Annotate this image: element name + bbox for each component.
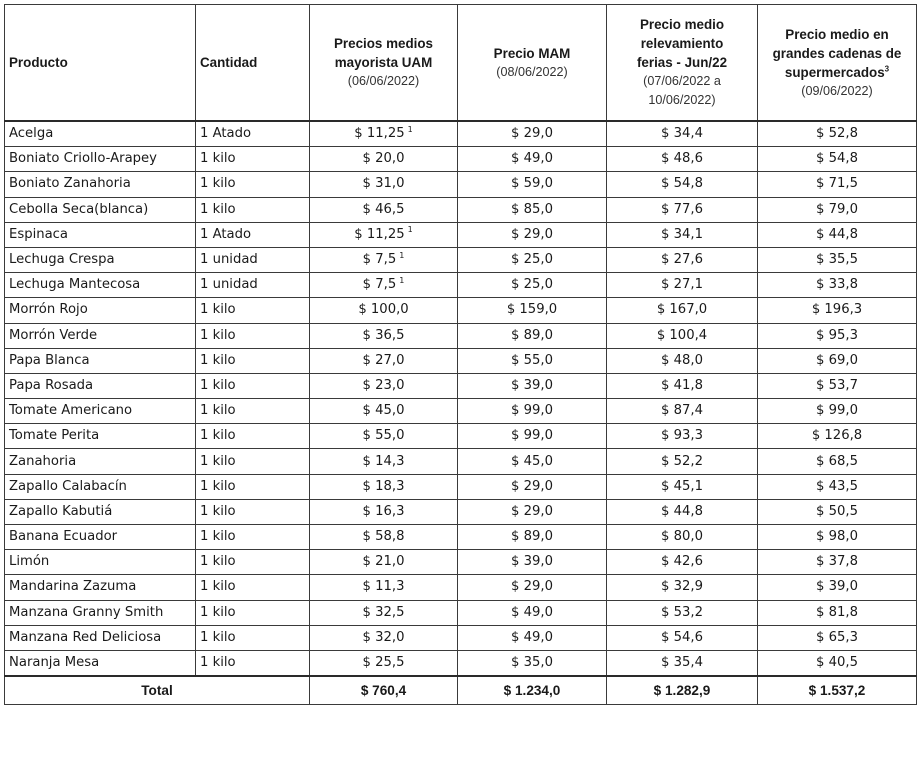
- cell-cantidad: 1 kilo: [196, 449, 310, 474]
- header-ferias: [607, 5, 758, 122]
- cell-ferias: $ 41,8: [607, 373, 758, 398]
- cell-producto: Espinaca: [5, 222, 196, 247]
- price-table: [4, 4, 917, 705]
- cell-uam: [310, 449, 458, 474]
- cell-super: $ 68,5: [758, 449, 917, 474]
- cell-uam-value: $ 27,0: [362, 352, 405, 368]
- cell-cantidad: 1 kilo: [196, 525, 310, 550]
- cell-super: $ 98,0: [758, 525, 917, 550]
- cell-uam: [310, 499, 458, 524]
- table-header: [5, 5, 917, 122]
- cell-ferias: $ 32,9: [607, 575, 758, 600]
- cell-producto: Mandarina Zazuma: [5, 575, 196, 600]
- header-super: [758, 5, 917, 122]
- cell-cantidad: 1 unidad: [196, 273, 310, 298]
- cell-mam: $ 49,0: [458, 147, 607, 172]
- table-row: [5, 323, 917, 348]
- cell-uam: [310, 650, 458, 676]
- cell-producto: Limón: [5, 550, 196, 575]
- cell-uam-value: $ 55,0: [362, 428, 405, 444]
- cell-uam-value: $ 46,5: [362, 201, 405, 217]
- table-row: [5, 373, 917, 398]
- cell-uam: [310, 172, 458, 197]
- table-row: [5, 247, 917, 272]
- cell-uam-value: $ 7,5: [362, 277, 397, 293]
- cell-super: $ 71,5: [758, 172, 917, 197]
- cell-producto: Papa Blanca: [5, 348, 196, 373]
- cell-producto: Manzana Granny Smith: [5, 600, 196, 625]
- cell-uam-value: $ 11,3: [362, 579, 405, 595]
- header-ferias-date: (07/06/2022 a 10/06/2022): [643, 74, 721, 107]
- table-row: [5, 147, 917, 172]
- cell-producto: Zanahoria: [5, 449, 196, 474]
- cell-ferias: $ 100,4: [607, 323, 758, 348]
- cell-mam: $ 159,0: [458, 298, 607, 323]
- cell-uam: [310, 197, 458, 222]
- cell-uam: [310, 247, 458, 272]
- table-row: [5, 298, 917, 323]
- cell-mam: $ 59,0: [458, 172, 607, 197]
- cell-producto: Boniato Zanahoria: [5, 172, 196, 197]
- cell-uam: [310, 474, 458, 499]
- cell-uam-footnote: 1: [407, 225, 413, 235]
- cell-producto: Morrón Verde: [5, 323, 196, 348]
- cell-super: $ 95,3: [758, 323, 917, 348]
- cell-cantidad: 1 kilo: [196, 172, 310, 197]
- cell-uam: [310, 222, 458, 247]
- cell-uam-value: $ 32,5: [362, 604, 405, 620]
- cell-producto: Zapallo Kabutiá: [5, 499, 196, 524]
- cell-ferias: $ 54,8: [607, 172, 758, 197]
- cell-uam-value: $ 36,5: [362, 327, 405, 343]
- cell-super: $ 54,8: [758, 147, 917, 172]
- cell-uam: [310, 399, 458, 424]
- cell-uam-value: $ 16,3: [362, 503, 405, 519]
- cell-cantidad: 1 kilo: [196, 600, 310, 625]
- cell-uam: [310, 424, 458, 449]
- header-mam-date: (08/06/2022): [496, 64, 568, 79]
- cell-ferias: $ 93,3: [607, 424, 758, 449]
- cell-cantidad: 1 kilo: [196, 197, 310, 222]
- cell-mam: $ 35,0: [458, 650, 607, 676]
- cell-mam: $ 99,0: [458, 399, 607, 424]
- cell-ferias: $ 34,1: [607, 222, 758, 247]
- cell-ferias: $ 80,0: [607, 525, 758, 550]
- cell-mam: $ 49,0: [458, 600, 607, 625]
- table-row: [5, 600, 917, 625]
- cell-uam-value: $ 11,25: [354, 126, 405, 142]
- cell-ferias: $ 48,6: [607, 147, 758, 172]
- cell-mam: $ 25,0: [458, 273, 607, 298]
- header-mam-title: Precio MAM: [493, 45, 571, 61]
- cell-uam-value: $ 23,0: [362, 377, 405, 393]
- cell-ferias: $ 87,4: [607, 399, 758, 424]
- cell-uam-footnote: 1: [399, 250, 405, 260]
- cell-uam-value: $ 20,0: [362, 151, 405, 167]
- cell-uam-value: $ 58,8: [362, 529, 405, 545]
- cell-uam: [310, 600, 458, 625]
- cell-ferias: $ 27,6: [607, 247, 758, 272]
- cell-super: $ 40,5: [758, 650, 917, 676]
- cell-cantidad: 1 kilo: [196, 424, 310, 449]
- cell-super: $ 35,5: [758, 247, 917, 272]
- cell-cantidad: 1 kilo: [196, 373, 310, 398]
- cell-super: $ 65,3: [758, 625, 917, 650]
- cell-uam-value: $ 18,3: [362, 478, 405, 494]
- cell-producto: Tomate Americano: [5, 399, 196, 424]
- total-ferias: $ 1.282,9: [607, 676, 758, 705]
- cell-super: $ 53,7: [758, 373, 917, 398]
- cell-super: $ 37,8: [758, 550, 917, 575]
- cell-mam: $ 99,0: [458, 424, 607, 449]
- cell-cantidad: 1 Atado: [196, 121, 310, 147]
- cell-ferias: $ 45,1: [607, 474, 758, 499]
- cell-uam: [310, 373, 458, 398]
- cell-super: $ 50,5: [758, 499, 917, 524]
- cell-producto: Lechuga Crespa: [5, 247, 196, 272]
- cell-mam: $ 89,0: [458, 525, 607, 550]
- cell-super: $ 81,8: [758, 600, 917, 625]
- header-super-date: (09/06/2022): [801, 83, 873, 98]
- cell-cantidad: 1 kilo: [196, 499, 310, 524]
- cell-super: $ 99,0: [758, 399, 917, 424]
- header-cantidad: Cantidad: [196, 5, 310, 122]
- table-row: [5, 499, 917, 524]
- cell-mam: $ 39,0: [458, 373, 607, 398]
- cell-producto: Papa Rosada: [5, 373, 196, 398]
- header-uam: [310, 5, 458, 122]
- cell-uam: [310, 625, 458, 650]
- cell-ferias: $ 48,0: [607, 348, 758, 373]
- cell-uam: [310, 575, 458, 600]
- cell-uam: [310, 525, 458, 550]
- table-row: [5, 550, 917, 575]
- header-mam: [458, 5, 607, 122]
- header-super-title-wrap: [758, 25, 916, 82]
- cell-mam: $ 55,0: [458, 348, 607, 373]
- cell-super: $ 44,8: [758, 222, 917, 247]
- table-row: [5, 222, 917, 247]
- cell-uam-value: $ 32,0: [362, 629, 405, 645]
- header-row: [5, 5, 917, 122]
- cell-uam-footnote: 1: [407, 124, 413, 134]
- total-mam: $ 1.234,0: [458, 676, 607, 705]
- cell-cantidad: 1 kilo: [196, 323, 310, 348]
- cell-producto: Boniato Criollo-Arapey: [5, 147, 196, 172]
- cell-producto: Naranja Mesa: [5, 650, 196, 676]
- cell-ferias: $ 35,4: [607, 650, 758, 676]
- cell-producto: Banana Ecuador: [5, 525, 196, 550]
- table-row: [5, 172, 917, 197]
- cell-mam: $ 25,0: [458, 247, 607, 272]
- cell-cantidad: 1 kilo: [196, 650, 310, 676]
- table-row: [5, 348, 917, 373]
- table-row: [5, 449, 917, 474]
- header-super-title: Precio medio en grandes cadenas de supermercados: [772, 26, 902, 80]
- cell-super: $ 39,0: [758, 575, 917, 600]
- cell-ferias: $ 77,6: [607, 197, 758, 222]
- table-row: [5, 525, 917, 550]
- cell-cantidad: 1 kilo: [196, 298, 310, 323]
- cell-producto: Manzana Red Deliciosa: [5, 625, 196, 650]
- cell-ferias: $ 53,2: [607, 600, 758, 625]
- cell-producto: Tomate Perita: [5, 424, 196, 449]
- table-row: [5, 474, 917, 499]
- table-row: [5, 625, 917, 650]
- cell-uam-value: $ 25,5: [362, 655, 405, 671]
- table-row: [5, 197, 917, 222]
- cell-ferias: $ 54,6: [607, 625, 758, 650]
- header-ferias-title: Precio medio relevamiento ferias - Jun/22: [636, 17, 728, 70]
- table-row: [5, 121, 917, 147]
- cell-super: $ 69,0: [758, 348, 917, 373]
- cell-uam-value: $ 45,0: [362, 403, 405, 419]
- header-uam-date: (06/06/2022): [347, 74, 420, 88]
- cell-super: $ 33,8: [758, 273, 917, 298]
- cell-super: $ 79,0: [758, 197, 917, 222]
- header-producto: Producto: [5, 5, 196, 122]
- table-row: [5, 424, 917, 449]
- cell-ferias: $ 42,6: [607, 550, 758, 575]
- cell-uam: [310, 273, 458, 298]
- cell-uam-value: $ 100,0: [358, 302, 409, 318]
- cell-producto: Cebolla Seca(blanca): [5, 197, 196, 222]
- cell-cantidad: 1 kilo: [196, 399, 310, 424]
- total-uam: $ 760,4: [310, 676, 458, 705]
- cell-mam: $ 29,0: [458, 575, 607, 600]
- cell-super: $ 52,8: [758, 121, 917, 147]
- cell-mam: $ 29,0: [458, 474, 607, 499]
- cell-ferias: $ 34,4: [607, 121, 758, 147]
- cell-cantidad: 1 kilo: [196, 575, 310, 600]
- cell-mam: $ 89,0: [458, 323, 607, 348]
- cell-ferias: $ 44,8: [607, 499, 758, 524]
- cell-uam-value: $ 31,0: [362, 176, 405, 192]
- cell-mam: $ 85,0: [458, 197, 607, 222]
- cell-uam: [310, 121, 458, 147]
- cell-cantidad: 1 kilo: [196, 550, 310, 575]
- cell-uam: [310, 348, 458, 373]
- cell-uam: [310, 298, 458, 323]
- total-super: $ 1.537,2: [758, 676, 917, 705]
- cell-mam: $ 29,0: [458, 499, 607, 524]
- cell-uam-footnote: 1: [399, 275, 405, 285]
- cell-super: $ 43,5: [758, 474, 917, 499]
- cell-producto: Zapallo Calabacín: [5, 474, 196, 499]
- cell-producto: Lechuga Mantecosa: [5, 273, 196, 298]
- cell-mam: $ 29,0: [458, 222, 607, 247]
- cell-mam: $ 45,0: [458, 449, 607, 474]
- cell-mam: $ 29,0: [458, 121, 607, 147]
- table-row: [5, 399, 917, 424]
- cell-cantidad: 1 Atado: [196, 222, 310, 247]
- cell-ferias: $ 27,1: [607, 273, 758, 298]
- cell-uam: [310, 550, 458, 575]
- cell-uam-value: $ 7,5: [362, 252, 397, 268]
- header-uam-title: Precios medios mayorista UAM: [334, 36, 433, 70]
- total-label: Total: [5, 676, 310, 705]
- cell-ferias: $ 52,2: [607, 449, 758, 474]
- cell-cantidad: 1 kilo: [196, 625, 310, 650]
- header-super-footnote: 3: [884, 64, 890, 74]
- table-row: [5, 273, 917, 298]
- cell-uam-value: $ 11,25: [354, 226, 405, 242]
- cell-cantidad: 1 unidad: [196, 247, 310, 272]
- cell-super: $ 126,8: [758, 424, 917, 449]
- cell-uam: [310, 147, 458, 172]
- cell-mam: $ 49,0: [458, 625, 607, 650]
- cell-producto: Acelga: [5, 121, 196, 147]
- cell-cantidad: 1 kilo: [196, 474, 310, 499]
- cell-cantidad: 1 kilo: [196, 348, 310, 373]
- table-row: [5, 575, 917, 600]
- cell-uam: [310, 323, 458, 348]
- table-body: [5, 121, 917, 705]
- table-row: [5, 650, 917, 676]
- cell-uam-value: $ 21,0: [362, 554, 405, 570]
- cell-mam: $ 39,0: [458, 550, 607, 575]
- total-row: [5, 676, 917, 705]
- cell-producto: Morrón Rojo: [5, 298, 196, 323]
- cell-super: $ 196,3: [758, 298, 917, 323]
- cell-cantidad: 1 kilo: [196, 147, 310, 172]
- cell-ferias: $ 167,0: [607, 298, 758, 323]
- cell-uam-value: $ 14,3: [362, 453, 405, 469]
